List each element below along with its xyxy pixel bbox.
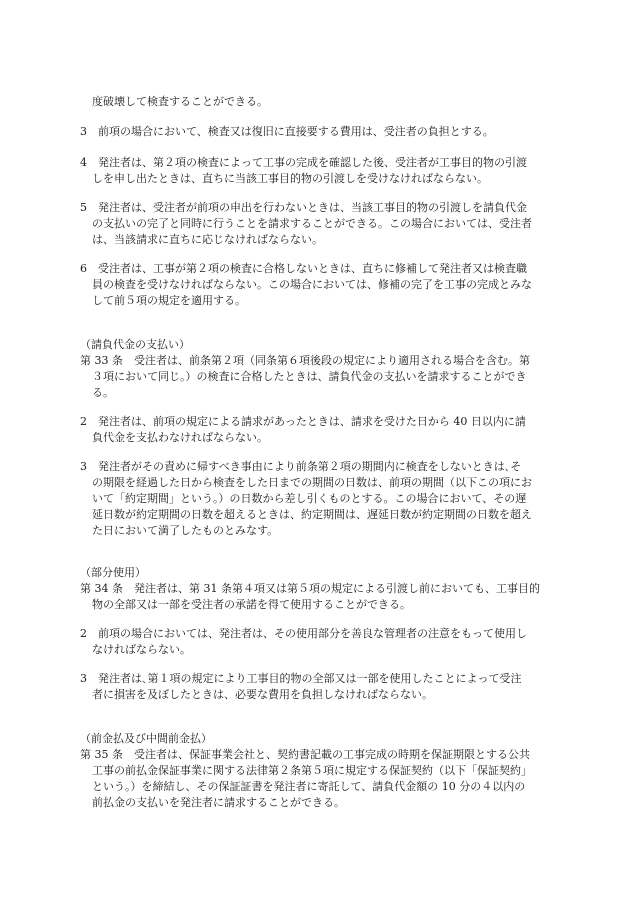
text-line: 員の検査を受けなければならない。この場合においては、修補の完了を工事の完成とみな (92, 278, 532, 291)
text-line: という。）を締結し、その保証証書を発注者に寄託して、請負代金額の 10 分の４以内の (92, 780, 526, 793)
article-title: 第 35 条 受注者は、保証事業会社と、契約書記載の工事完成の時期を保証期限とする公共 (80, 748, 530, 761)
text-line: 者に損害を及ぼしたときは、必要な費用を負担しなければならない。 (92, 688, 433, 701)
text-line: る。 (92, 386, 114, 399)
text-line: 工事の前払金保証事業に関する法律第２条第５項に規定する保証契約（以下「保証契約」 (92, 764, 532, 777)
text-line: 3 前項の場合において、検査又は復旧に直接要する費用は、受注者の負担とする。 (80, 125, 494, 138)
article-title: 第 33 条 受注者は、前条第２項（同条第６項後段の規定により適用される場合を含む。第 (80, 354, 530, 367)
text-line: 2 発注者は、前項の規定による請求があったときは、請求を受けた日から 40 日以内に請 (80, 415, 526, 428)
text-line: の期限を経過した日から検査をした日までの期間の日数は、前項の期間（以下この項にお (92, 476, 532, 489)
text-line: 4 発注者は、第２項の検査によって工事の完成を確認した後、受注者が工事目的物の引渡 (80, 156, 527, 169)
text-line: 延日数が約定期間の日数を超えるときは、約定期間は、遅延日数が約定期間の日数を超え (92, 508, 532, 521)
text-line: しを申し出たときは、直ちに当該工事目的物の引渡しを受けなければならない。 (92, 172, 488, 185)
text-line: 2 前項の場合においては、発注者は、その使用部分を善良な管理者の注意をもって使用し (80, 627, 527, 640)
text-line: なければならない。 (92, 643, 191, 656)
text-line: いて「約定期間」という。）の日数から差し引くものとする。この場合において、その遅 (92, 492, 527, 505)
text-line: 5 発注者は、受注者が前項の申出を行わないときは、当該工事目的物の引渡しを請負代金 (80, 201, 527, 214)
text-line: 3 発注者がその責めに帰すべき事由により前条第２項の期間内に検査をしないときは､そ (80, 460, 522, 473)
section-heading: （請負代金の支払い） (80, 338, 190, 351)
text-line: の支払いの完了と同時に行うことを請求することができる。この場合においては、受注者 (92, 217, 532, 230)
text-line: は、当該請求に直ちに応じなければならない。 (92, 233, 323, 246)
text-line: ３項において同じ。）の検査に合格したときは、請負代金の支払いを請求することができ (92, 370, 527, 383)
text-line: 3 発注者は､第１項の規定により工事目的物の全部又は一部を使用したことによって受注 (80, 672, 522, 685)
text-line: 負代金を支払わなければならない。 (92, 431, 268, 444)
section-heading: （部分使用） (80, 566, 146, 579)
article-title: 第 34 条 発注者は、第 31 条第４項又は第５項の規定による引渡し前においても、工事目的 (80, 582, 540, 595)
text-line: 前払金の支払いを発注者に請求することができる。 (92, 796, 345, 809)
text-line: して前５項の規定を適用する。 (92, 294, 246, 307)
text-line: た日において満了したものとみなす。 (92, 524, 279, 537)
text-line: 物の全部又は一部を受注者の承諾を得て使用することができる。 (92, 598, 411, 611)
text-line: 度破壊して検査することができる。 (92, 95, 268, 108)
text-line: 6 受注者は、工事が第２項の検査に合格しないときは、直ちに修補して発注者又は検査職 (80, 262, 527, 275)
section-heading: （前金払及び中間前金払） (80, 732, 212, 745)
